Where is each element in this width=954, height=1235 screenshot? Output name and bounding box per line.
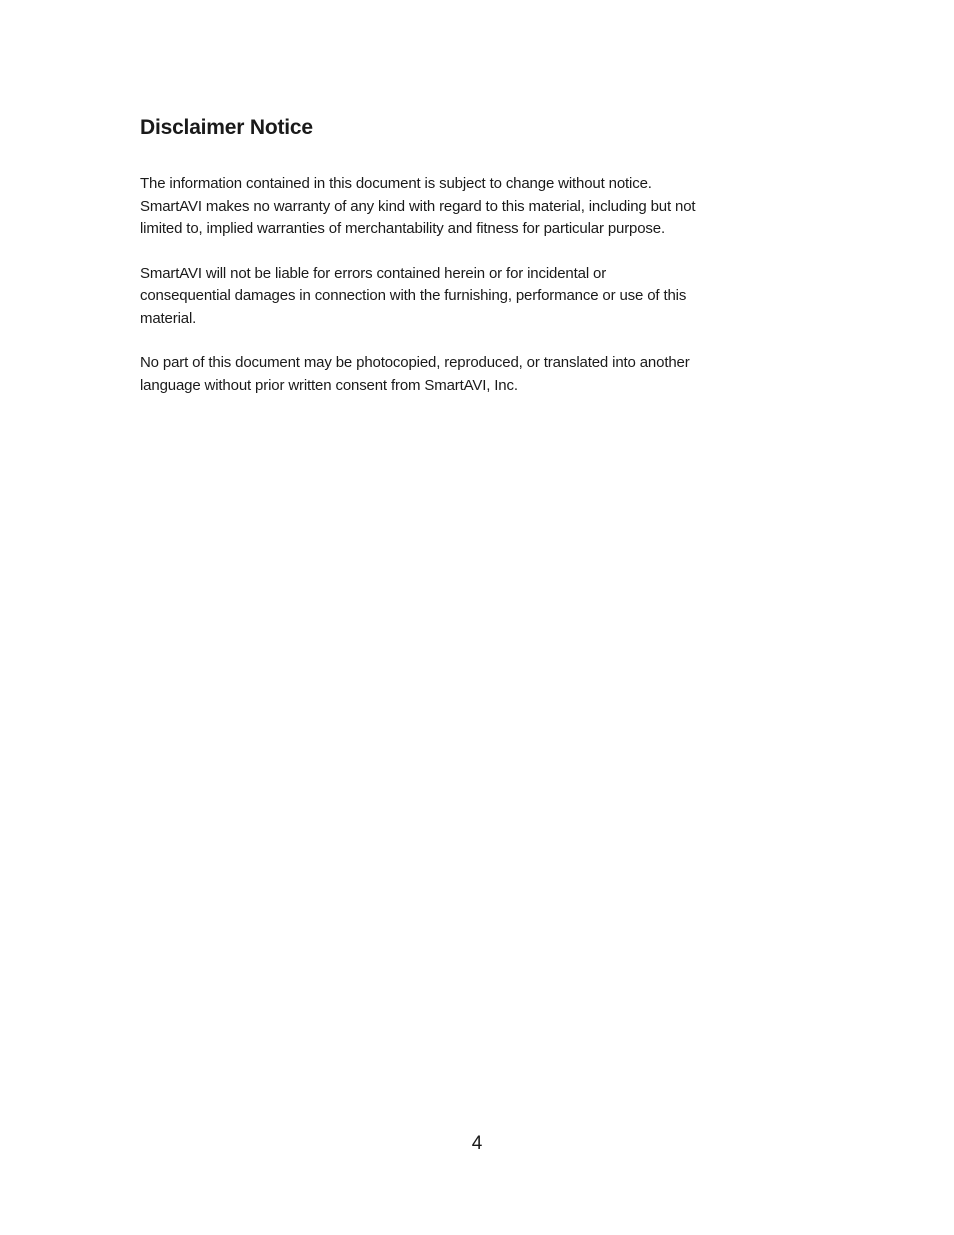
paragraph-reproduction xyxy=(140,352,790,397)
paragraph-line: SmartAVI will not be liable for errors contained herein or for incidental or xyxy=(140,264,607,282)
paragraph-line: limited to, implied warranties of merchantability and fitness for particular purpose. xyxy=(140,220,665,237)
paragraph-line: material. xyxy=(140,309,197,327)
paragraph-line: consequential damages in connection with the furnishing, performance or use of this xyxy=(140,287,687,304)
page-number: 4 xyxy=(471,1133,483,1154)
paragraph-liability xyxy=(140,263,790,331)
paragraph-line: The information contained in this document is subject to change without notice. xyxy=(140,175,652,192)
paragraph-change-notice xyxy=(140,173,790,241)
paragraph-line: language without prior written consent from SmartAVI, Inc. xyxy=(140,376,518,394)
page-title: Disclaimer Notice xyxy=(140,116,313,139)
disclaimer-body xyxy=(140,173,790,419)
paragraph-line: No part of this document may be photocopied, reproduced, or translated into another xyxy=(140,354,690,371)
paragraph-line: SmartAVI makes no warranty of any kind with regard to this material, including but not xyxy=(140,197,696,215)
